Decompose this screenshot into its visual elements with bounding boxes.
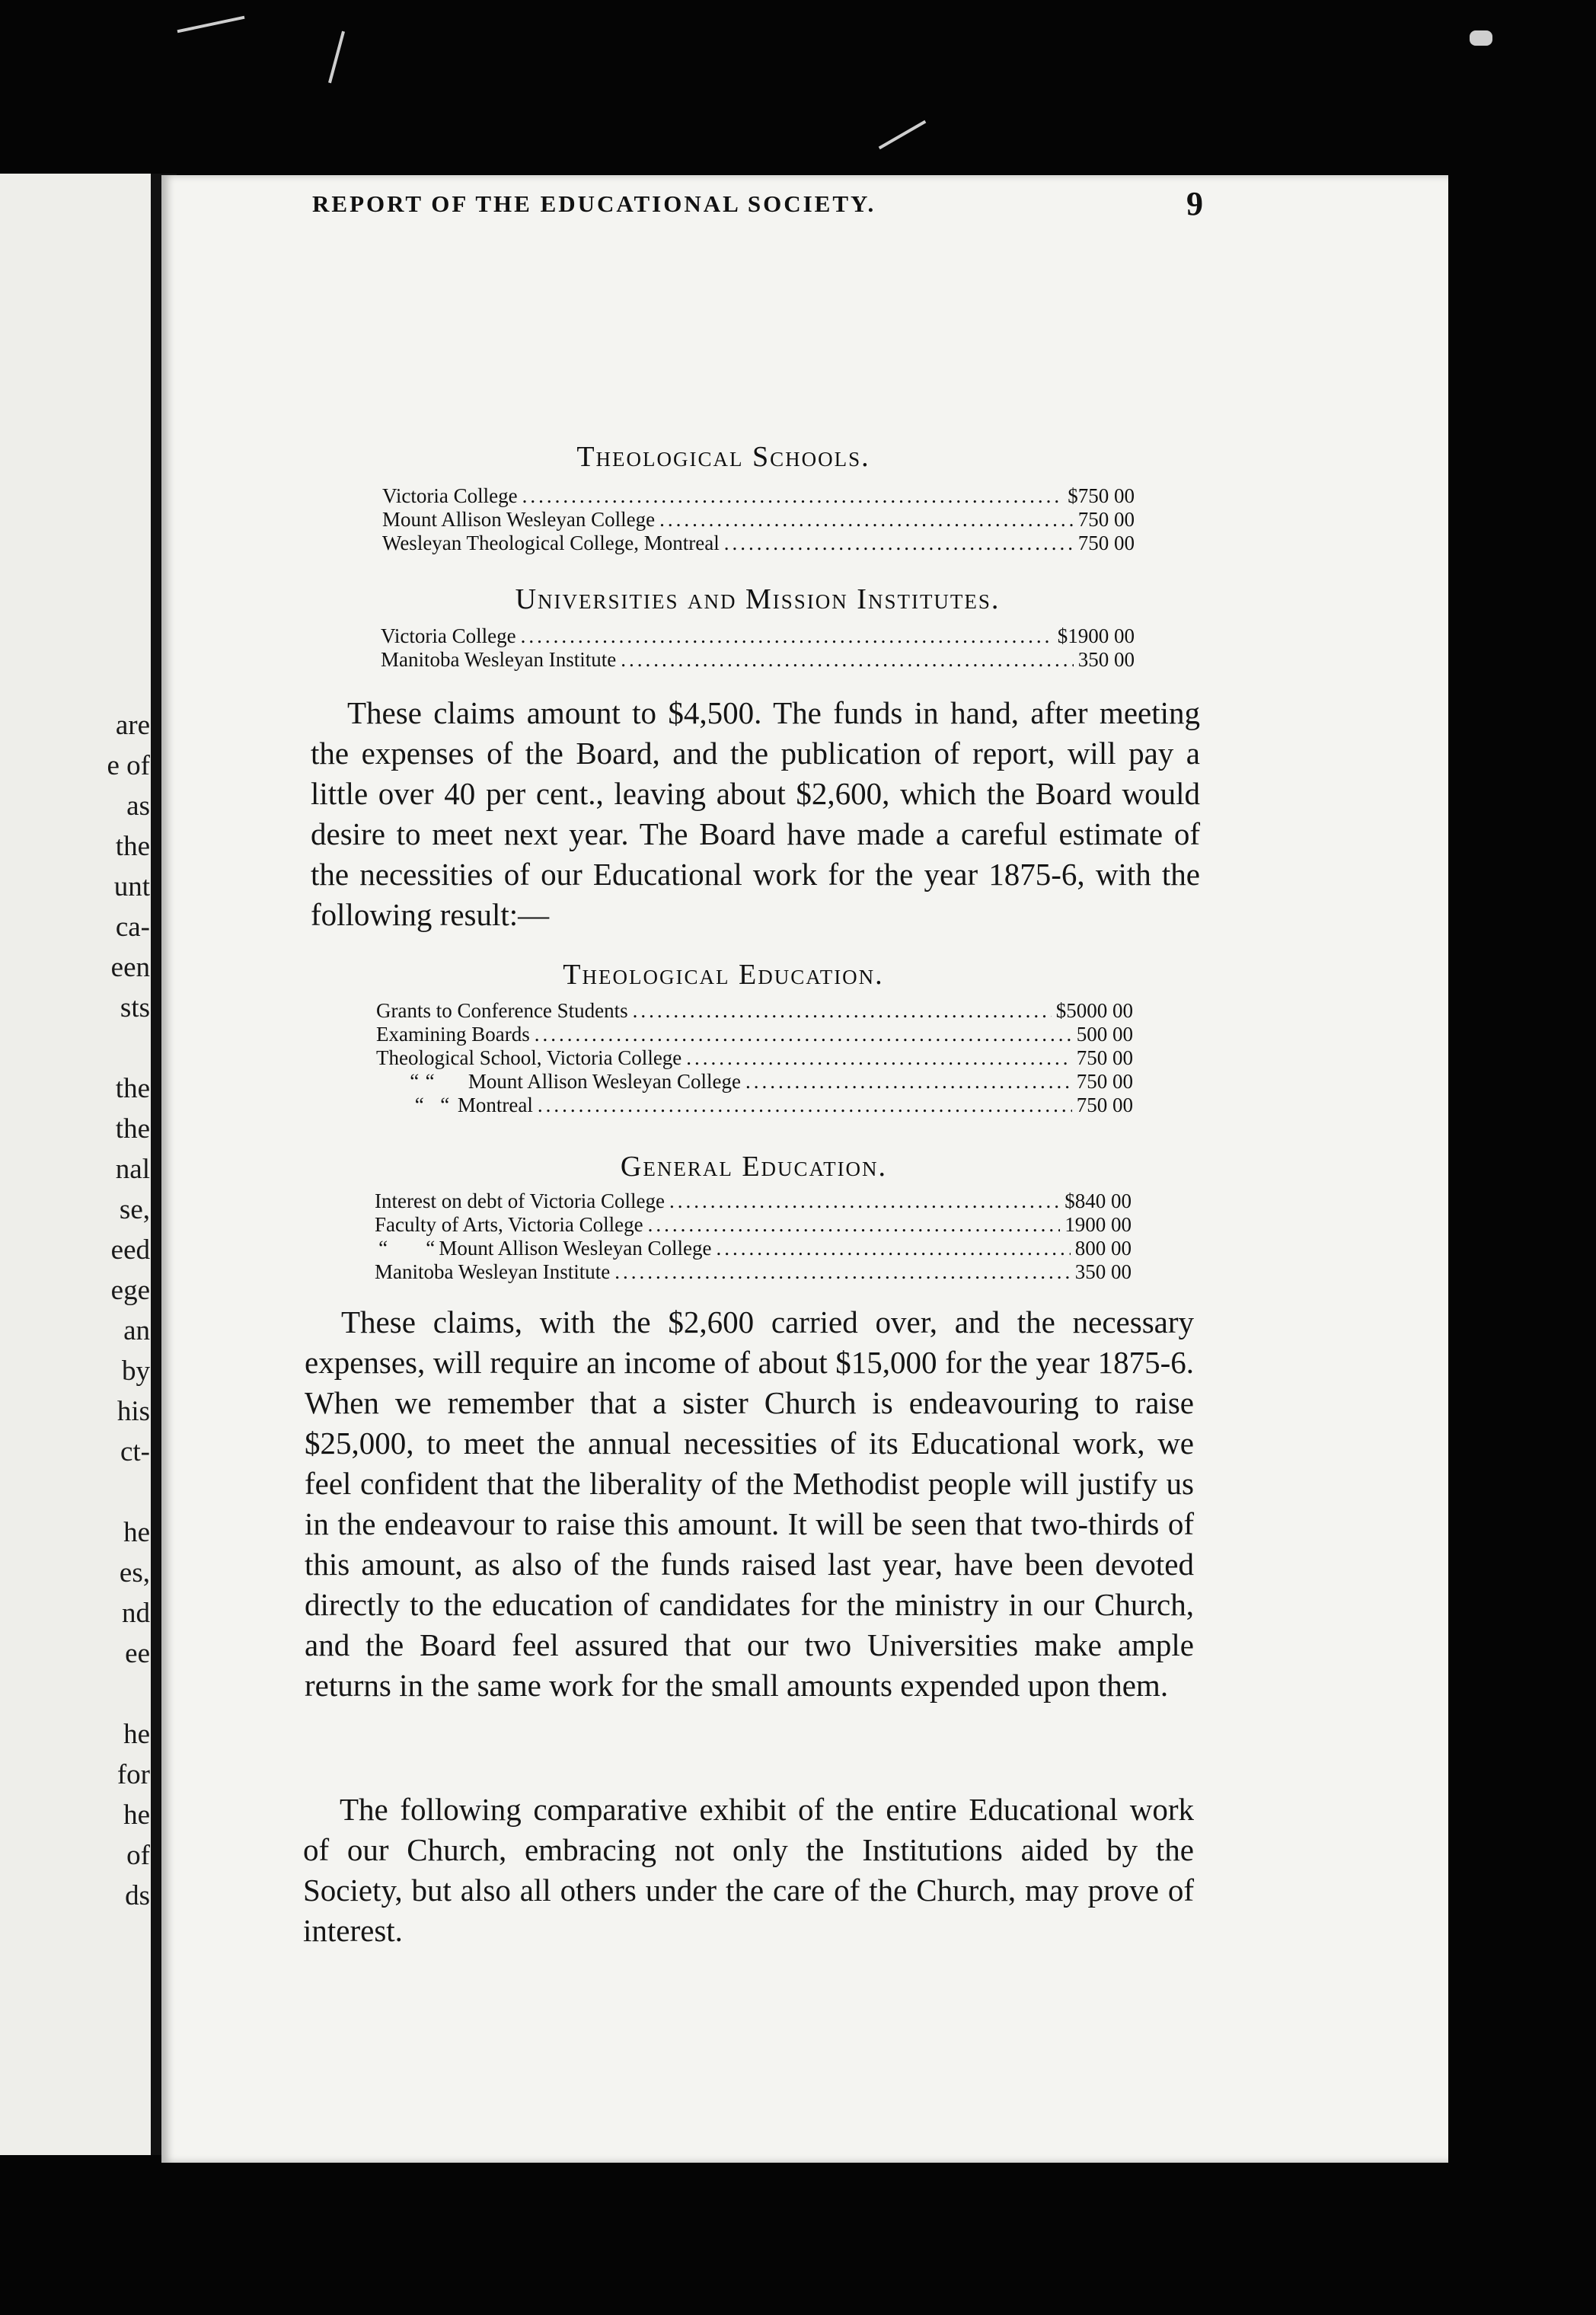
ledger-row	[375, 1189, 1132, 1213]
left-page-fragment: eed	[110, 1234, 150, 1266]
dot-leader	[522, 484, 1064, 508]
left-page-fragment: sts	[120, 992, 150, 1023]
ledger-label: Mount Allison Wesleyan College	[468, 1070, 741, 1093]
ditto-mark: “	[410, 1070, 420, 1093]
left-page-fragment: as	[126, 790, 150, 822]
ledger-amount: $840 00	[1065, 1189, 1132, 1212]
left-page-fragment: ct-	[120, 1436, 150, 1467]
ledger-label: Examining Boards	[376, 1023, 530, 1046]
left-page-fragment: an	[123, 1315, 150, 1346]
ledger-row	[375, 1213, 1132, 1237]
ledger-label: Victoria College	[382, 484, 518, 507]
ledger-row	[375, 1260, 1132, 1284]
ledger-amount: 750 00	[1077, 508, 1135, 531]
ledger-row	[376, 999, 1133, 1023]
ledger-row	[382, 484, 1135, 508]
ledger-row	[381, 624, 1135, 648]
scan-speck	[879, 120, 927, 149]
left-page-fragment: of	[126, 1840, 150, 1871]
running-head	[312, 185, 1203, 222]
dot-leader	[686, 1046, 1071, 1070]
dot-leader	[659, 508, 1074, 532]
left-page-fragment: he	[123, 1517, 150, 1548]
dot-leader	[716, 1237, 1070, 1260]
ledger-label: Mount Allison Wesleyan College	[439, 1237, 712, 1260]
ledger-amount: 750 00	[1076, 1094, 1133, 1116]
ledger-amount: 500 00	[1076, 1023, 1133, 1046]
ditto-mark: “	[440, 1094, 450, 1116]
page-number: 9	[1186, 185, 1203, 222]
ledger-amount: 800 00	[1074, 1237, 1132, 1260]
ledger-label: Manitoba Wesleyan Institute	[381, 648, 617, 671]
left-page-fragment: nd	[122, 1598, 150, 1629]
dot-leader	[669, 1189, 1060, 1213]
ledger-row	[381, 648, 1135, 672]
paragraph-text: The following comparative exhibit of the entire Educational work of our Church, embracing not only the Institutions aided by the Society, but also all others under the care of the Church, may prove of interest.	[303, 1792, 1194, 1948]
ledger-amount: 750 00	[1076, 1070, 1133, 1093]
left-page-fragment: the	[115, 1113, 150, 1145]
left-page-fragment: by	[122, 1355, 150, 1387]
scan-speck	[1470, 30, 1492, 46]
left-page-fragment: es,	[119, 1557, 150, 1589]
paragraph-claims	[311, 693, 1200, 935]
left-page-fragment: ds	[125, 1880, 150, 1911]
ledger-row	[382, 508, 1135, 532]
left-page-fragment: are	[115, 710, 150, 741]
left-page-fragment: the	[115, 831, 150, 862]
ledger-theological-education	[376, 999, 1133, 1117]
ledger-amount: $1900 00	[1057, 624, 1135, 647]
ditto-mark: “	[426, 1237, 436, 1260]
dot-leader	[538, 1094, 1072, 1117]
ledger-amount: 350 00	[1077, 648, 1135, 671]
ledger-label: Victoria College	[381, 624, 516, 647]
left-page-fragment: he	[123, 1719, 150, 1750]
dot-leader	[648, 1213, 1061, 1237]
left-page-fragment: ee	[125, 1638, 150, 1669]
left-page-fragment: the	[115, 1073, 150, 1104]
ledger-label: Manitoba Wesleyan Institute	[375, 1260, 611, 1283]
ditto-mark: “	[425, 1070, 435, 1093]
ledger-row	[376, 1094, 1133, 1117]
heading-universities: Universities and Mission Institutes.	[515, 583, 1001, 615]
left-page-fragment: for	[117, 1759, 150, 1790]
ditto-mark: “	[378, 1237, 388, 1260]
scan-speck	[177, 16, 245, 34]
left-page-fragment: his	[117, 1396, 150, 1427]
dot-leader	[745, 1070, 1072, 1094]
paragraph-exhibit	[303, 1790, 1194, 1951]
ledger-amount: $5000 00	[1055, 999, 1133, 1022]
dot-leader	[521, 624, 1053, 648]
left-facing-page	[0, 174, 156, 2155]
dot-leader	[724, 532, 1074, 555]
left-page-fragment: e of	[107, 750, 150, 781]
paragraph-income	[305, 1302, 1194, 1706]
paragraph-text: These claims amount to $4,500. The funds in hand, after meeting the expenses of the Board, and the publication of report, will pay a little over 40 per cent., leaving about $2,600, which the Board would desire to meet next year. The Board have made a careful estimate of the necessities of our Educational work for the year 1875-6, with the following result:—	[311, 695, 1200, 932]
ledger-label: Mount Allison Wesleyan College	[382, 508, 656, 531]
ledger-theological-schools	[382, 484, 1135, 555]
ledger-label: Interest on debt of Victoria College	[375, 1189, 666, 1212]
dot-leader	[614, 1260, 1070, 1284]
ledger-label: Faculty of Arts, Victoria College	[375, 1213, 643, 1236]
paragraph-text: These claims, with the $2,600 carried over, and the necessary expenses, will require an income of about $15,000 for the year 1875-6. When we remember that a sister Church is endeavouring to raise $25,000, to meet the annual necessities of its Educational work, we feel confident that the liberality of the Methodist people will justify us in the endeavour to raise this amount. It will be seen that two-thirds of this amount, as also of the funds raised last year, have been devoted directly to the education of candidates for the ministry in our Church, and the Board feel assured that our two Universities make ample returns in the same work for the small amounts expended upon them.	[305, 1304, 1194, 1703]
left-page-fragment: een	[110, 952, 150, 983]
ledger-row	[375, 1237, 1132, 1260]
heading-general-education: General Education.	[620, 1151, 888, 1183]
ledger-amount: 350 00	[1074, 1260, 1132, 1283]
ledger-amount: 750 00	[1076, 1046, 1133, 1069]
dot-leader	[633, 999, 1052, 1023]
left-page-fragment: se,	[119, 1194, 150, 1225]
left-page-fragment: ege	[110, 1275, 150, 1306]
ledger-label: Wesleyan Theological College, Montreal	[382, 532, 720, 554]
left-page-fragment: he	[123, 1799, 150, 1831]
ledger-amount: 750 00	[1077, 532, 1135, 554]
ledger-amount: $750 00	[1068, 484, 1135, 507]
running-head-title: REPORT OF THE EDUCATIONAL SOCIETY.	[312, 190, 876, 217]
dot-leader	[535, 1023, 1072, 1046]
left-page-fragment: nal	[115, 1154, 150, 1185]
ditto-mark: “	[414, 1094, 424, 1116]
ledger-universities	[381, 624, 1135, 672]
ledger-row	[376, 1046, 1133, 1070]
heading-theological-education: Theological Education.	[563, 959, 884, 991]
ledger-row	[376, 1023, 1133, 1046]
ledger-amount: 1900 00	[1065, 1213, 1132, 1236]
left-page-fragment: unt	[113, 871, 150, 902]
heading-theological-schools: Theological Schools.	[576, 441, 870, 473]
ledger-label: Grants to Conference Students	[376, 999, 628, 1022]
ledger-label: Montreal	[457, 1094, 533, 1116]
ledger-row	[382, 532, 1135, 555]
left-page-fragment: ca-	[115, 912, 150, 943]
ledger-label: Theological School, Victoria College	[376, 1046, 682, 1069]
scan-speck	[328, 31, 345, 84]
dot-leader	[621, 648, 1073, 672]
ledger-general-education	[375, 1189, 1132, 1284]
ledger-row	[376, 1070, 1133, 1094]
